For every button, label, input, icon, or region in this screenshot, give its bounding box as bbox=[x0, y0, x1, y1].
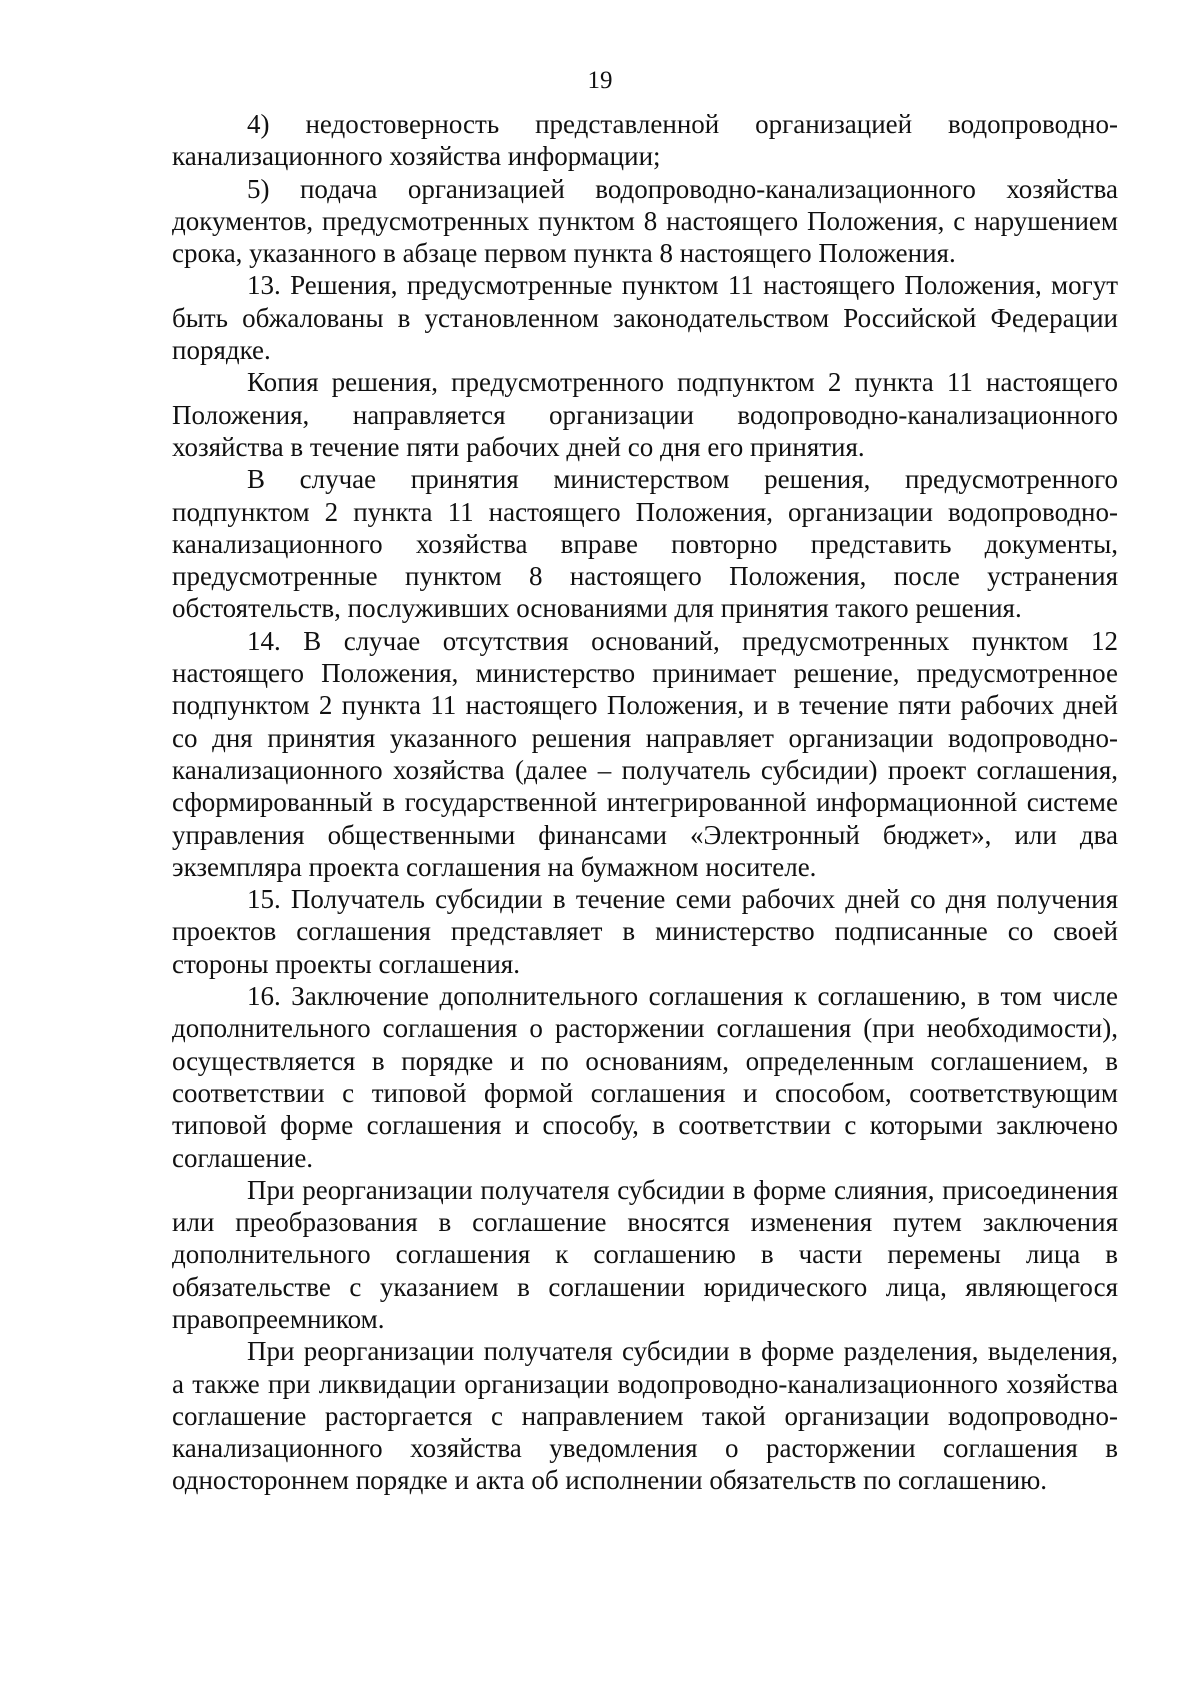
paragraph-13-resubmission: В случае принятия министерством решения, предусмотренного подпунктом 2 пункта 11 настоящего Положения, организации водопроводно-канализационного хозяйства вправе повторно представить документы, предусмотренные пунктом 8 настоящего Положения, после устранения обстоятельств, послуживших основаниями для принятия такого решения. bbox=[172, 464, 1118, 624]
document-body bbox=[172, 108, 1118, 1497]
paragraph-15: 15. Получатель субсидии в течение семи рабочих дней со дня получения проектов соглашения представляет в министерство подписанные со своей стороны проекты соглашения. bbox=[172, 884, 1118, 979]
paragraph-item-5: 5) подача организацией водопроводно-канализационного хозяйства документов, предусмотренных пунктом 8 настоящего Положения, с нарушением срока, указанного в абзаце первом пункта 8 настоящего Положения. bbox=[172, 173, 1118, 269]
paragraph-16-division: При реорганизации получателя субсидии в форме разделения, выделения, а также при ликвидации организации водопроводно-канализационного хозяйства соглашение расторгается с направлением такой организации водопроводно-канализационного хозяйства уведомления о расторжении соглашения в одностороннем порядке и акта об исполнении обязательств по соглашению. bbox=[172, 1336, 1118, 1496]
paragraph-item-4: 4) недостоверность представленной организацией водопроводно-канализационного хозяйства информации; bbox=[172, 109, 1118, 172]
paragraph-13-copy: Копия решения, предусмотренного подпунктом 2 пункта 11 настоящего Положения, направляется организации водопроводно-канализационного хозяйства в течение пяти рабочих дней со дня его принятия. bbox=[172, 367, 1118, 462]
paragraph-16-merger: При реорганизации получателя субсидии в форме слияния, присоединения или преобразования в соглашение вносятся изменения путем заключения дополнительного соглашения к соглашению в части перемены лица в обязательстве с указанием в соглашении юридического лица, являющегося правопреемником. bbox=[172, 1174, 1118, 1334]
paragraph-16: 16. Заключение дополнительного соглашения к соглашению, в том числе дополнительного соглашения о расторжении соглашения (при необходимости), осуществляется в порядке и по основаниям, определенным соглашением, в соответствии с типовой формой соглашения и способом, соответствующим типовой форме соглашения и способу, в соответствии с которыми заключено соглашение. bbox=[172, 981, 1118, 1173]
paragraph-13: 13. Решения, предусмотренные пунктом 11 настоящего Положения, могут быть обжалованы в установленном законодательством Российской Федерации порядке. bbox=[172, 270, 1118, 366]
page-number: 19 bbox=[587, 67, 613, 94]
paragraph-14: 14. В случае отсутствия оснований, предусмотренных пунктом 12 настоящего Положения, министерство принимает решение, предусмотренное подпунктом 2 пункта 11 настоящего Положения, и в течение пяти рабочих дней со дня принятия указанного решения направляет организации водопроводно-канализационного хозяйства (далее – получатель субсидии) проект соглашения, сформированный в государственной интегрированной информационной системе управления общественными финансами «Электронный бюджет», или два экземпляра проекта соглашения на бумажном носителе. bbox=[172, 625, 1118, 882]
